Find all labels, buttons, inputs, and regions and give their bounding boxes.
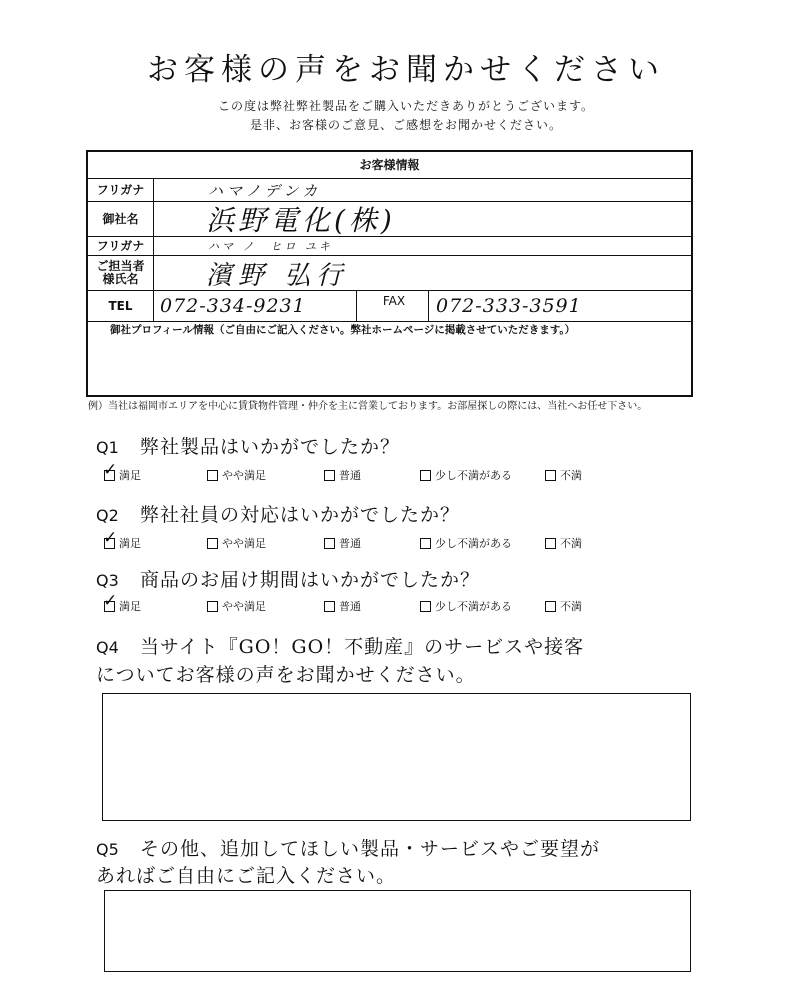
person-furigana-row: [88, 237, 691, 256]
question-4-text-line-1: 当サイト『GO！GO！不動産』のサービスや接客: [140, 636, 585, 658]
q1-option-satisfied[interactable]: ✓ 満足: [103, 459, 141, 482]
question-5-number: Q5: [96, 840, 119, 859]
checkbox[interactable]: [545, 538, 556, 549]
q3-option-satisfied[interactable]: ✓ 満足: [103, 590, 141, 613]
question-3: [96, 565, 480, 592]
checkbox[interactable]: [207, 538, 218, 549]
fax-label: FAX: [360, 291, 429, 321]
q1-option-unsatisfied[interactable]: 不満: [545, 467, 582, 483]
q3-option-normal[interactable]: 普通: [324, 598, 361, 614]
q2-option-somewhat-satisfied[interactable]: やや満足: [207, 535, 266, 551]
customer-info-header: お客様情報: [88, 152, 691, 179]
checkbox[interactable]: [103, 459, 118, 481]
person-name-label-line-1: ご担当者: [96, 259, 145, 273]
q3-option-somewhat-satisfied[interactable]: やや満足: [207, 598, 266, 614]
person-furigana-value[interactable]: ハマ ノ ヒロ ユキ: [208, 240, 333, 253]
person-name-label-line-2: 様氏名: [102, 272, 139, 286]
question-5-answer-field[interactable]: [104, 890, 691, 972]
check-mark-icon: ✓: [103, 459, 118, 480]
checkbox[interactable]: [103, 590, 118, 612]
checkbox[interactable]: [207, 601, 218, 612]
example-note: 例）当社は福岡市エリアを中心に賃貸物件管理・仲介を主に営業しております。お部屋探しの際には、当社へお任せ下さい。: [88, 401, 648, 412]
company-name-row: [88, 202, 691, 237]
tel-value[interactable]: 072-334-9231: [160, 295, 306, 317]
profile-field[interactable]: [88, 337, 691, 395]
question-4-answer-field[interactable]: [102, 693, 691, 821]
question-2: [96, 500, 460, 527]
question-4-text-line-2: についてお客様の声をお聞かせください。: [96, 664, 476, 686]
q2-option-unsatisfied[interactable]: 不満: [545, 535, 582, 551]
q3-option-unsatisfied[interactable]: 不満: [545, 598, 582, 614]
intro-line-2: 是非、お客様のご意見、ご感想をお聞かせください。: [249, 118, 562, 132]
checkbox[interactable]: [420, 470, 431, 481]
checkbox[interactable]: [420, 601, 431, 612]
checkbox[interactable]: [324, 470, 335, 481]
q1-option-normal[interactable]: 普通: [324, 467, 361, 483]
intro-line-1: この度は弊社弊社製品をご購入いただきありがとうございます。: [217, 99, 595, 113]
checkbox[interactable]: [545, 601, 556, 612]
checkbox[interactable]: [324, 601, 335, 612]
contact-row: [88, 291, 691, 322]
tel-label: TEL: [88, 291, 154, 321]
person-name-row: [88, 256, 691, 291]
question-4-number: Q4: [96, 638, 119, 657]
question-5-text-line-1: その他、追加してほしい製品・サービスやご要望が: [140, 838, 601, 860]
person-name-label: [88, 256, 154, 290]
page-title: お客様の声をお聞かせください: [147, 52, 665, 88]
q1-option-somewhat-unsatisfied[interactable]: 少し不満がある: [420, 467, 512, 483]
person-furigana-label: フリガナ: [88, 237, 154, 255]
fax-value[interactable]: 072-333-3591: [436, 295, 582, 317]
company-furigana-value[interactable]: ハマノデンカ: [208, 181, 322, 200]
q2-option-somewhat-unsatisfied[interactable]: 少し不満がある: [420, 535, 512, 551]
checkbox[interactable]: [103, 527, 118, 549]
company-furigana-label: フリガナ: [88, 179, 154, 201]
question-5-text-line-2: あればご自由にご記入ください。: [96, 865, 397, 887]
question-2-text: 弊社社員の対応はいかがでしたか？: [140, 504, 461, 526]
q2-option-satisfied[interactable]: ✓ 満足: [103, 527, 141, 550]
question-3-text: 商品のお届け期間はいかがでしたか？: [140, 569, 481, 591]
customer-info-table: [86, 150, 693, 397]
check-mark-icon: ✓: [103, 590, 118, 611]
person-name-value[interactable]: 濱野 弘行: [206, 260, 349, 291]
profile-label: 御社プロフィール情報（ご自由にご記入ください。弊社ホームページに掲載させていただきます。）: [110, 324, 576, 336]
checkbox[interactable]: [545, 470, 556, 481]
question-3-number: Q3: [96, 571, 119, 590]
checkbox[interactable]: [324, 538, 335, 549]
q2-option-normal[interactable]: 普通: [324, 535, 361, 551]
question-4: [96, 632, 584, 659]
check-mark-icon: ✓: [103, 527, 118, 548]
question-2-number: Q2: [96, 506, 119, 525]
company-name-value[interactable]: 浜野電化(株): [206, 204, 396, 237]
q1-option-somewhat-satisfied[interactable]: やや満足: [207, 467, 266, 483]
question-1-text: 弊社製品はいかがでしたか？: [140, 436, 401, 458]
company-name-label: 御社名: [88, 202, 154, 236]
question-1: [96, 432, 400, 459]
question-1-number: Q1: [96, 438, 119, 457]
checkbox[interactable]: [420, 538, 431, 549]
question-5: [96, 834, 600, 861]
q3-option-somewhat-unsatisfied[interactable]: 少し不満がある: [420, 598, 512, 614]
checkbox[interactable]: [207, 470, 218, 481]
